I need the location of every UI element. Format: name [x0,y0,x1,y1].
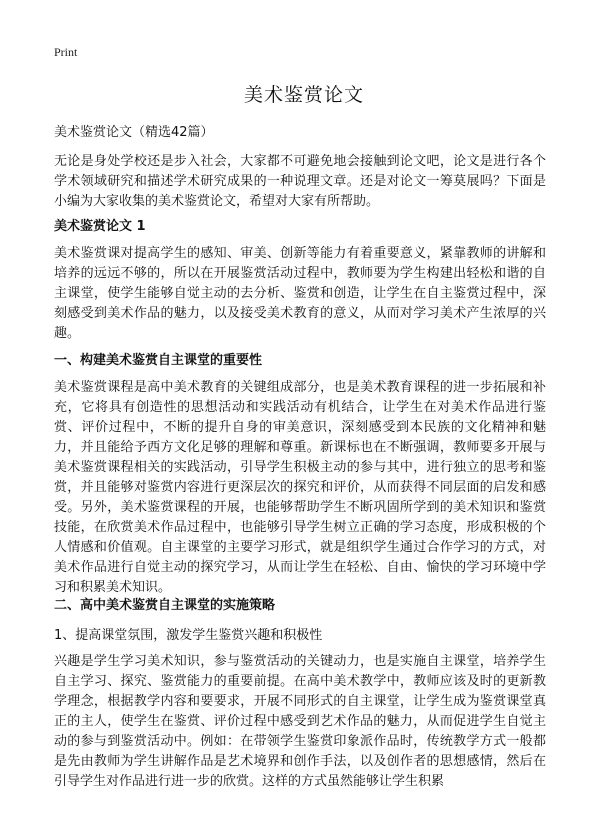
part-heading-1: 一、构建美术鉴赏自主课堂的重要性 [54,353,263,368]
section-heading-1: 美术鉴赏论文 1 [54,219,146,234]
subheading-2-1: 1、提高课堂氛围，激发学生鉴赏兴趣和积极性 [54,628,323,643]
document-subtitle: 美术鉴赏论文（精选42篇） [54,125,214,140]
print-link[interactable]: Print [54,45,78,59]
paragraph-1: 美术鉴赏课对提高学生的感知、审美、创新等能力有着重要意义，紧靠教师的讲解和培养的远远不够的，所以在开展鉴赏活动过程中，教师要为学生构建出轻松和谐的自主课堂，使学生能够自觉主动的去分析、鉴赏和创造，让学生在自主鉴赏过程中，深刻感受到美术作品的魅力，以及接受美术教育的意义，从而对学习美术产生浓厚的兴趣。 [54,246,546,341]
page-title: 美术鉴赏论文 [243,84,364,106]
part-heading-2: 二、高中美术鉴赏自主课堂的实施策略 [54,598,276,613]
intro-paragraph: 无论是身处学校还是步入社会，大家都不可避免地会接触到论文吧，论文是进行各个学术领域研究和描述学术研究成果的一种说理文章。还是对论文一筹莫展吗？下面是小编为大家收集的美术鉴赏论文，希望对大家有所帮助。 [54,154,546,209]
paragraph-3: 兴趣是学生学习美术知识，参与鉴赏活动的关键动力，也是实施自主课堂，培养学生自主学习、探究、鉴赏能力的重要前提。在高中美术教学中，教师应该及时的更新教学理念，根据教学内容和要要求，开展不同形式的自主课堂，让学生成为鉴赏课堂真正的主人，使学生在鉴赏、评价过程中感受到艺术作品的魅力，从而促进学生自觉主动的参与到鉴赏活动中。例如：在带领学生鉴赏印象派作品时，传统教学方式一般都是先由教师为学生讲解作品是艺术境界和创作手法，以及创作者的思想感情，然后在引导学生对作品进行进一步的欣赏。这样的方式虽然能够让学生积累 [54,654,546,789]
document-page [54,0,554,828]
paragraph-2: 美术鉴赏课程是高中美术教育的关键组成部分，也是美术教育课程的进一步拓展和补充，它将具有创造性的思想活动和实践活动有机结合，让学生在对美术作品进行鉴赏、评价过程中，不断的提升自身的审美意识，深刻感受到本民族的文化精神和魅力，并且能给予西方文化足够的理解和尊重。新课标也在不断强调，教师要多开展与美术鉴赏课程相关的实践活动，引导学生积极主动的参与其中，进行独立的思考和鉴赏，并且能够对鉴赏内容进行更深层次的探究和评价，从而获得不同层面的启发和感受。另外，美术鉴赏课程的开展，也能够帮助学生不断巩固所学到的美术知识和鉴赏技能，在欣赏美术作品过程中，也能够引导学生树立正确的学习态度，形成积极的个人情感和价值观。自主课堂的主要学习形式，就是组织学生通过合作学习的方式，对美术作品进行自觉主动的探究学习，从而让学生在轻松、自由、愉快的学习环境中学习和积累美术知识。 [54,380,546,595]
